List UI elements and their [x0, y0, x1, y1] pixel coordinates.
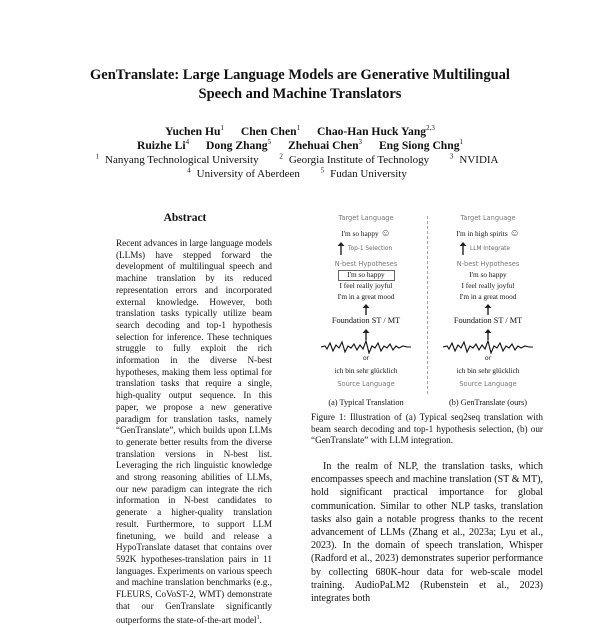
target-language-label: Target Language	[338, 214, 394, 222]
affiliation: $^1$ Nanyang Technological University	[95, 152, 259, 166]
target-language-label: Target Language	[460, 214, 516, 222]
affiliation: $^5$ Fudan University	[320, 166, 407, 180]
selection-label: Top-1 Selection	[348, 246, 393, 252]
subcaption-a: (a) Typical Translation	[328, 398, 404, 407]
smiley-icon: ☺	[509, 228, 520, 239]
source-language-label: Source Language	[337, 380, 395, 388]
source-text: ich bin sehr glücklich	[334, 366, 398, 375]
model-label: Foundation ST / MT	[331, 316, 401, 325]
up-arrow-icon	[311, 304, 421, 316]
hypothesis: I'm so happy	[469, 270, 507, 279]
up-arrow-icon	[433, 304, 543, 316]
model-label: Foundation ST / MT	[453, 316, 523, 325]
hypothesis: I'm in a great mood	[337, 292, 395, 301]
figure-divider	[427, 216, 428, 394]
target-text: I'm in high spirits ☺	[456, 228, 520, 239]
or-label: or	[362, 355, 370, 362]
affiliation: $^3$ NVIDIA	[449, 152, 499, 166]
integrate-label: LLM Integrate	[470, 246, 510, 252]
subcaption-b: (b) GenTranslate (ours)	[448, 398, 528, 407]
affiliation: $^4$ University of Aberdeen	[187, 166, 300, 180]
author: Chao-Han Huck Yang$^{2,3}$	[317, 124, 435, 138]
author: Dong Zhang$^5$	[206, 138, 272, 152]
nbest-label: N-best Hypotheses	[456, 260, 520, 268]
intro-paragraph: In the realm of NLP, the translation tasks, which encompasses speech and machine translation (ST & MT), hold significant practical importance for global communication. Similar to other NLP tasks, translation tasks also gain a notable progress thanks to the recent advancement of LLMs (Zhang et al., 2023a; Lyu et al., 2023). In the domain of speech translation, Whisper (Radford et al., 2023) demonstrates superior performance by collecting 680K-hour data for web-scale model training. AudioPaLM2 (Rubenstein et al., 2023) integrates both	[311, 461, 543, 605]
figure-caption: Figure 1: Illustration of (a) Typical seq2seq translation with beam search decoding and top-1 hypothesis selection, (b) our “GenTranslate” with LLM integration.	[311, 412, 543, 446]
affiliations-row-2	[40, 163, 560, 181]
hypothesis: I'm in a great mood	[459, 292, 517, 301]
waveform-icon	[321, 340, 411, 354]
target-text: I'm so happy ☺	[341, 228, 391, 239]
author: Ruizhe Li$^4$	[136, 138, 190, 152]
hypothesis: I'm so happy	[347, 270, 385, 279]
figure-panel-typical	[311, 212, 421, 408]
waveform-icon	[443, 340, 533, 354]
affiliation: $^2$ Georgia Institute of Technology	[279, 152, 430, 166]
or-label: or	[484, 355, 492, 362]
author: Eng Siong Chng$^1$	[378, 138, 464, 152]
paper-title-line-2: Speech and Machine Translators	[198, 86, 402, 102]
smiley-icon: ☺	[380, 228, 391, 239]
author: Yuchen Hu$^1$	[165, 124, 224, 138]
paper-title-line-1: GenTranslate: Large Language Models are Generative Multilingual	[90, 67, 510, 83]
source-text: ich bin sehr glücklich	[456, 366, 520, 375]
abstract-heading: Abstract	[163, 212, 207, 224]
nbest-label: N-best Hypotheses	[334, 260, 398, 268]
figure-panel-gentranslate	[433, 212, 543, 408]
author: Zhehuai Chen$^3$	[287, 138, 363, 152]
author: Chen Chen$^1$	[240, 124, 301, 138]
figure-1	[311, 212, 543, 408]
hypothesis: I feel really joyful	[461, 281, 515, 290]
hypothesis: I feel really joyful	[339, 281, 393, 290]
source-language-label: Source Language	[459, 380, 517, 388]
abstract-body: Recent advances in large language models (LLMs) have stepped forward the development of multilingual speech and machine translation by its reduced representation errors and incorporated external knowledge. However, both translation tasks typically utilize beam search decoding and top-1 hypothesis selection for inference. These techniques struggle to fully exploit the rich information in the diverse N-best hypotheses, making them less optimal for translation tasks that require a single, high-quality output sequence. In this paper, we propose a new generative paradigm for translation tasks, namely “GenTranslate”, which builds upon LLMs to generate better results from the diverse translation versions in N-best list. Leveraging the rich linguistic knowledge and strong reasoning abilities of LLMs, our new paradigm can integrate the rich information in N-best candidates to generate a higher-quality translation result. Furthermore, to support LLM finetuning, we build and release a HypoTranslate dataset that contains over 592K hypotheses-translation pairs in 11 languages. Experiments on various speech and machine translation benchmarks (e.g., FLEURS, CoVoST-2, WMT) demonstrate that our GenTranslate significantly outperforms the state-of-the-art model$^1$.	[116, 238, 272, 625]
